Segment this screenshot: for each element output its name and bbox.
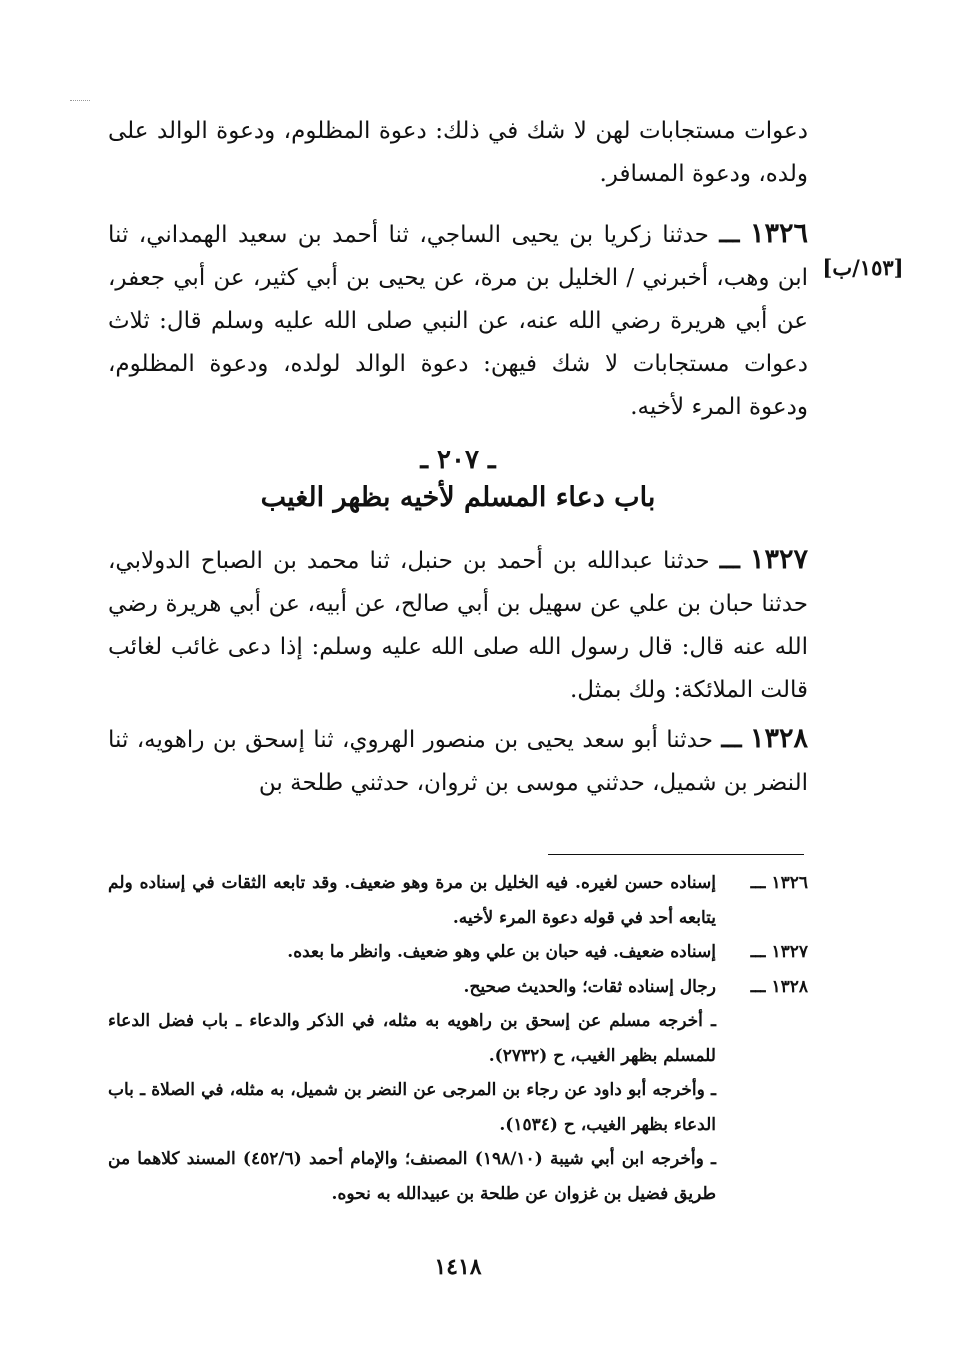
hadith-1328 bbox=[108, 717, 808, 805]
manuscript-folio-reference: [١٥٣/ب] bbox=[822, 255, 904, 280]
footnote-subnote: ـ أخرجه مسلم عن إسحق بن راهويه به مثله، في الذكر والدعاء ـ باب فضل الدعاء للمسلم بظهر الغيب، ح (٢٧٣٢). bbox=[108, 1011, 716, 1066]
hadith-number: ١٣٢٨ bbox=[750, 723, 809, 754]
footnote-number: ١٣٢٨ ـــ bbox=[750, 976, 808, 997]
footnote-number: ١٣٢٦ ـــ bbox=[750, 873, 808, 893]
chapter-number: ـ ٢٠٧ ـ bbox=[420, 445, 496, 475]
hadith-text: حدثنا أبو سعد يحيى بن منصور الهروي، ثنا إسحق بن راهويه، ثنا النضر بن شميل، حدثني موسى بن ثروان، حدثني طلحة بن bbox=[108, 727, 808, 796]
chapter-title: باب دعاء المسلم لأخيه بظهر الغيب bbox=[260, 482, 656, 513]
page-number: ١٤١٨ bbox=[434, 1254, 482, 1280]
hadith-dash: ـــ bbox=[721, 726, 742, 753]
footnote-subnote: ـ وأخرجه أبو داود عن رجاء بن المرجى عن النضر بن شميل، به مثله، في الصلاة ـ باب الدعاء بظهر الغيب، ح (١٥٣٤). bbox=[108, 1080, 716, 1135]
hadith-1326 bbox=[108, 212, 808, 429]
footnote-text: إسناده ضعيف. فيه حبان بن علي وهو ضعيف. وانظر ما بعده. bbox=[287, 942, 716, 962]
hadith-1327 bbox=[108, 538, 808, 712]
footnote-text: إسناده حسن لغيره. فيه الخليل بن مرة وهو ضعيف. وقد تابعه الثقات في إسناده ولم يتابعه أحد في قوله دعوة المرء لأخيه. bbox=[108, 873, 716, 928]
paragraph-continuation bbox=[108, 110, 808, 196]
hadith-number: ١٣٢٦ bbox=[749, 218, 808, 249]
hadith-number: ١٣٢٧ bbox=[749, 544, 808, 575]
footnote-1327 bbox=[108, 935, 808, 970]
footnote-1326 bbox=[108, 866, 808, 935]
footnote-number: ١٣٢٧ ـــ bbox=[750, 942, 808, 962]
hadith-dash: ـــ bbox=[719, 547, 740, 574]
footnote-1328 bbox=[108, 970, 808, 1005]
hadith-dash: ـــ bbox=[719, 221, 740, 248]
hadith-text: حدثنا عبدالله بن أحمد بن حنبل، ثنا محمد بن الصباح الدولابي، حدثنا حبان بن علي عن سهيل بن أبي صالح، عن أبيه، عن أبي هريرة رضي الله عنه قال: قال رسول الله صلى الله عليه وسلم: إذا دعى غائب لغائب قالت الملائكة: ولك بمثل. bbox=[108, 548, 808, 703]
paragraph-text: دعوات مستجابات لهن لا شك في ذلك: دعوة المظلوم، ودعوة الوالد على ولده، ودعوة المسافر. bbox=[108, 118, 808, 187]
footnote-separator bbox=[548, 854, 804, 855]
footnote-subnote: ـ وأخرجه ابن أبي شيبة (١٩٨/١٠) المصنف؛ والإمام أحمد (٤٥٢/٦) المسند كلاهما من طريق فضيل بن غزوان عن طلحة بن عبيدالله به نحوه. bbox=[108, 1149, 717, 1204]
scan-mark bbox=[70, 100, 90, 102]
footnote-text: رجال إسناده ثقات؛ والحديث صحيح. bbox=[463, 976, 716, 997]
footnotes bbox=[108, 866, 808, 1211]
hadith-text: حدثنا زكريا بن يحيى الساجي، ثنا أحمد بن سعيد الهمداني، ثنا ابن وهب، أخبرني / الخليل بن مرة، عن يحيى بن أبي كثير، عن أبي جعفر، عن أبي هريرة رضي الله عنه، عن النبي صلى الله عليه وسلم قال: ثلاث دعوات مستجابات لا شك فيهن: دعوة الوالد لولده، ودعوة المظلوم، ودعوة المرء لأخيه. bbox=[108, 222, 808, 420]
